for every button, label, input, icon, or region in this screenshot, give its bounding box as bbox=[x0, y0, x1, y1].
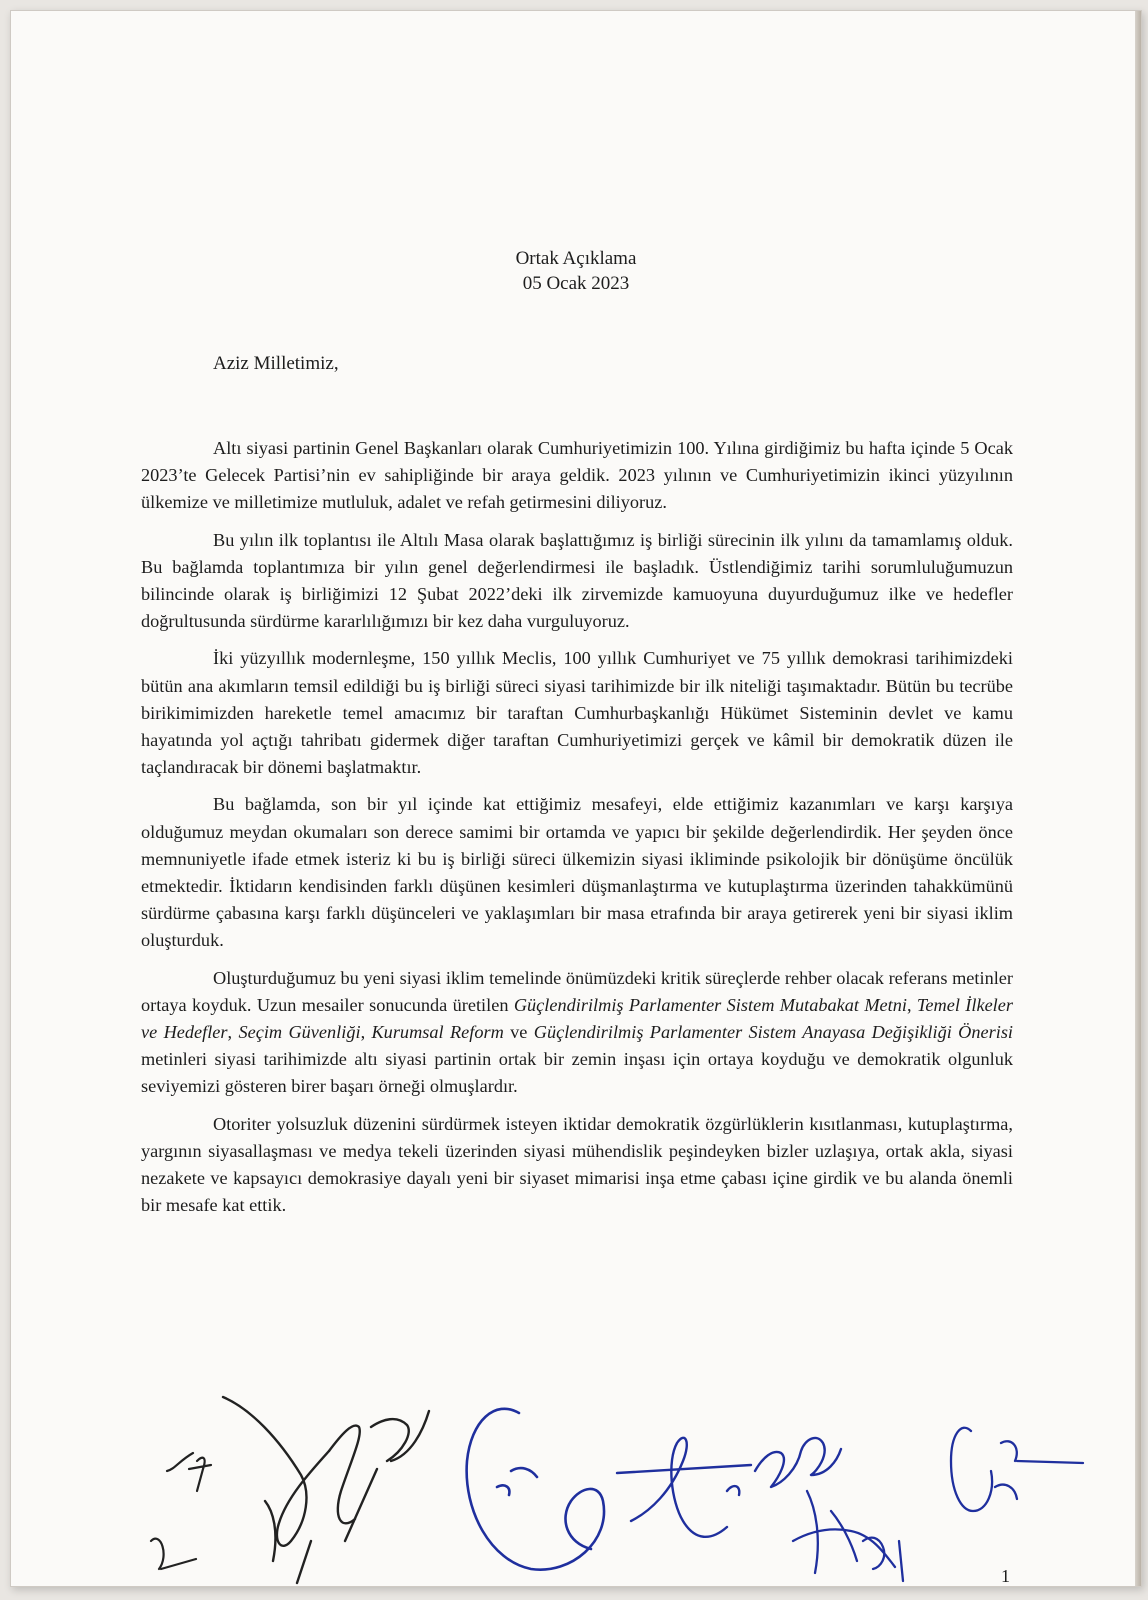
document-title: Ortak Açıklama bbox=[515, 248, 637, 269]
document-header bbox=[11, 246, 1141, 296]
signature-5 bbox=[793, 1491, 903, 1581]
signature-4 bbox=[617, 1438, 841, 1537]
paragraph-5 bbox=[141, 965, 1013, 1101]
document-page bbox=[10, 10, 1142, 1587]
signatures bbox=[11, 1391, 1141, 1586]
reference-text-title: Güçlendirilmiş Parlamenter Sistem Mutabakat Metni bbox=[513, 994, 907, 1015]
signature-2 bbox=[223, 1397, 429, 1583]
paragraph-1: Altı siyasi partinin Genel Başkanları olarak Cumhuriyetimizin 100. Yılına girdiğimiz bu hafta içinde 5 Ocak 2023’te Gelecek Partisi’nin ev sahipliğinde bir araya geldik. 2023 yılının ve Cumhuriyetimizin ikinci yüzyılının ülkemize ve milletimize mutluluk, adalet ve refah getirmesini diliyoruz. bbox=[141, 438, 1013, 513]
signature-1 bbox=[151, 1453, 211, 1569]
reference-text-title: Temel İlkeler ve Hedefler bbox=[141, 994, 1013, 1043]
paragraph-6: Otoriter yolsuzluk düzenini sürdürmek isteyen iktidar demokratik özgürlüklerin kısıtlanması, kutuplaştırma, yargının siyasallaşması ve medya tekeli üzerinden siyasi mühendislik peşindeyken bizler uzlaşıya, ortak akla, siyasi nezakete ve kapsayıcı demokrasiye dayalı yeni bir siyaset mimarisi inşa etme çabası içine girdik ve bu alanda önemli bir mesafe kat ettik. bbox=[141, 1113, 1013, 1216]
signature-6 bbox=[951, 1428, 1083, 1511]
paragraph-5-text: , bbox=[227, 1022, 239, 1043]
salutation: Aziz Milletimiz, bbox=[213, 353, 339, 374]
paragraph-5-text: metinleri siyasi tarihimizde altı siyasi partinin ortak bir zemin inşası için ortaya koyduğu ve demokratik olgunluk seviyemizi gösteren birer başarı örneği olmuşlardır. bbox=[141, 1049, 1013, 1097]
reference-text-title: Kurumsal Reform bbox=[371, 1022, 504, 1043]
letter-body bbox=[141, 435, 1013, 1229]
reference-text-title: Seçim Güvenliği bbox=[238, 1022, 361, 1043]
paragraph-5-text: , bbox=[906, 994, 917, 1015]
paragraph-3: İki yüzyıllık modernleşme, 150 yıllık Meclis, 100 yıllık Cumhuriyet ve 75 yıllık demokrasi tarihimizdeki bütün ana akımların temsil edildiği bu iş birliği süreci siyasi tarihimizde bir ilk niteliği taşımaktadır. Bütün bu tecrübe birikimimizden hareketle temel amacımız bir taraftan Cumhurbaşkanlığı Hükümet Sisteminin devlet ve kamu hayatında yol açtığı tahribatı gidermek diğer taraftan Cumhuriyetimizi gerçek ve kâmil bir demokratik düzen ile taçlandıracak bir dönemi başlatmaktır. bbox=[141, 648, 1013, 778]
signature-3 bbox=[467, 1409, 604, 1570]
paragraph-4: Bu bağlamda, son bir yıl içinde kat ettiğimiz mesafeyi, elde ettiğimiz kazanımları ve karşı karşıya olduğumuz meydan okumaları son derece samimi bir ortamda ve yapıcı bir şekilde değerlendirdik. Her şeyden önce memnuniyetle ifade etmek isteriz ki bu iş birliği süreci ülkemizin siyasi ikliminde psikolojik bir dönüşüme öncülük etmektedir. İktidarın kendisinden farklı düşünen kesimleri düşmanlaştırma ve kutuplaştırma üzerinden tahakkümünü sürdürme çabasına karşı farklı düşünceleri ve yaklaşımları bir masa etrafında bir araya getirerek yeni bir siyasi iklim oluşturduk. bbox=[141, 794, 1013, 951]
paragraph-5-text: , bbox=[360, 1022, 372, 1043]
page-number: 1 bbox=[1001, 1566, 1010, 1586]
document-date: 05 Ocak 2023 bbox=[522, 273, 630, 294]
paragraph-5-text: ve bbox=[503, 1022, 534, 1043]
paragraph-5-text: Oluşturduğumuz bu yeni siyasi iklim temelinde önümüzdeki kritik süreçlerde rehber olacak referans metinler ortaya koyduk. Uzun mesailer sonucunda üretilen bbox=[141, 967, 1013, 1015]
reference-text-title: Güçlendirilmiş Parlamenter Sistem Anayasa Değişikliği Önerisi bbox=[533, 1022, 1014, 1043]
paragraph-2: Bu yılın ilk toplantısı ile Altılı Masa olarak başlattığımız iş birliği sürecinin ilk yılını da tamamlamış olduk. Bu bağlamda toplantımıza bir yılın genel değerlendirmesi ile başladık. Üstlendiğimiz tarihi sorumluluğumuzun bilincinde olarak iş birliğimizi 12 Şubat 2022’deki ilk zirvemizde kamuoyuna duyurduğumuz ilke ve hedefler doğrultusunda sürdürme kararlılığımızı bir kez daha vurguluyoruz. bbox=[141, 529, 1013, 632]
